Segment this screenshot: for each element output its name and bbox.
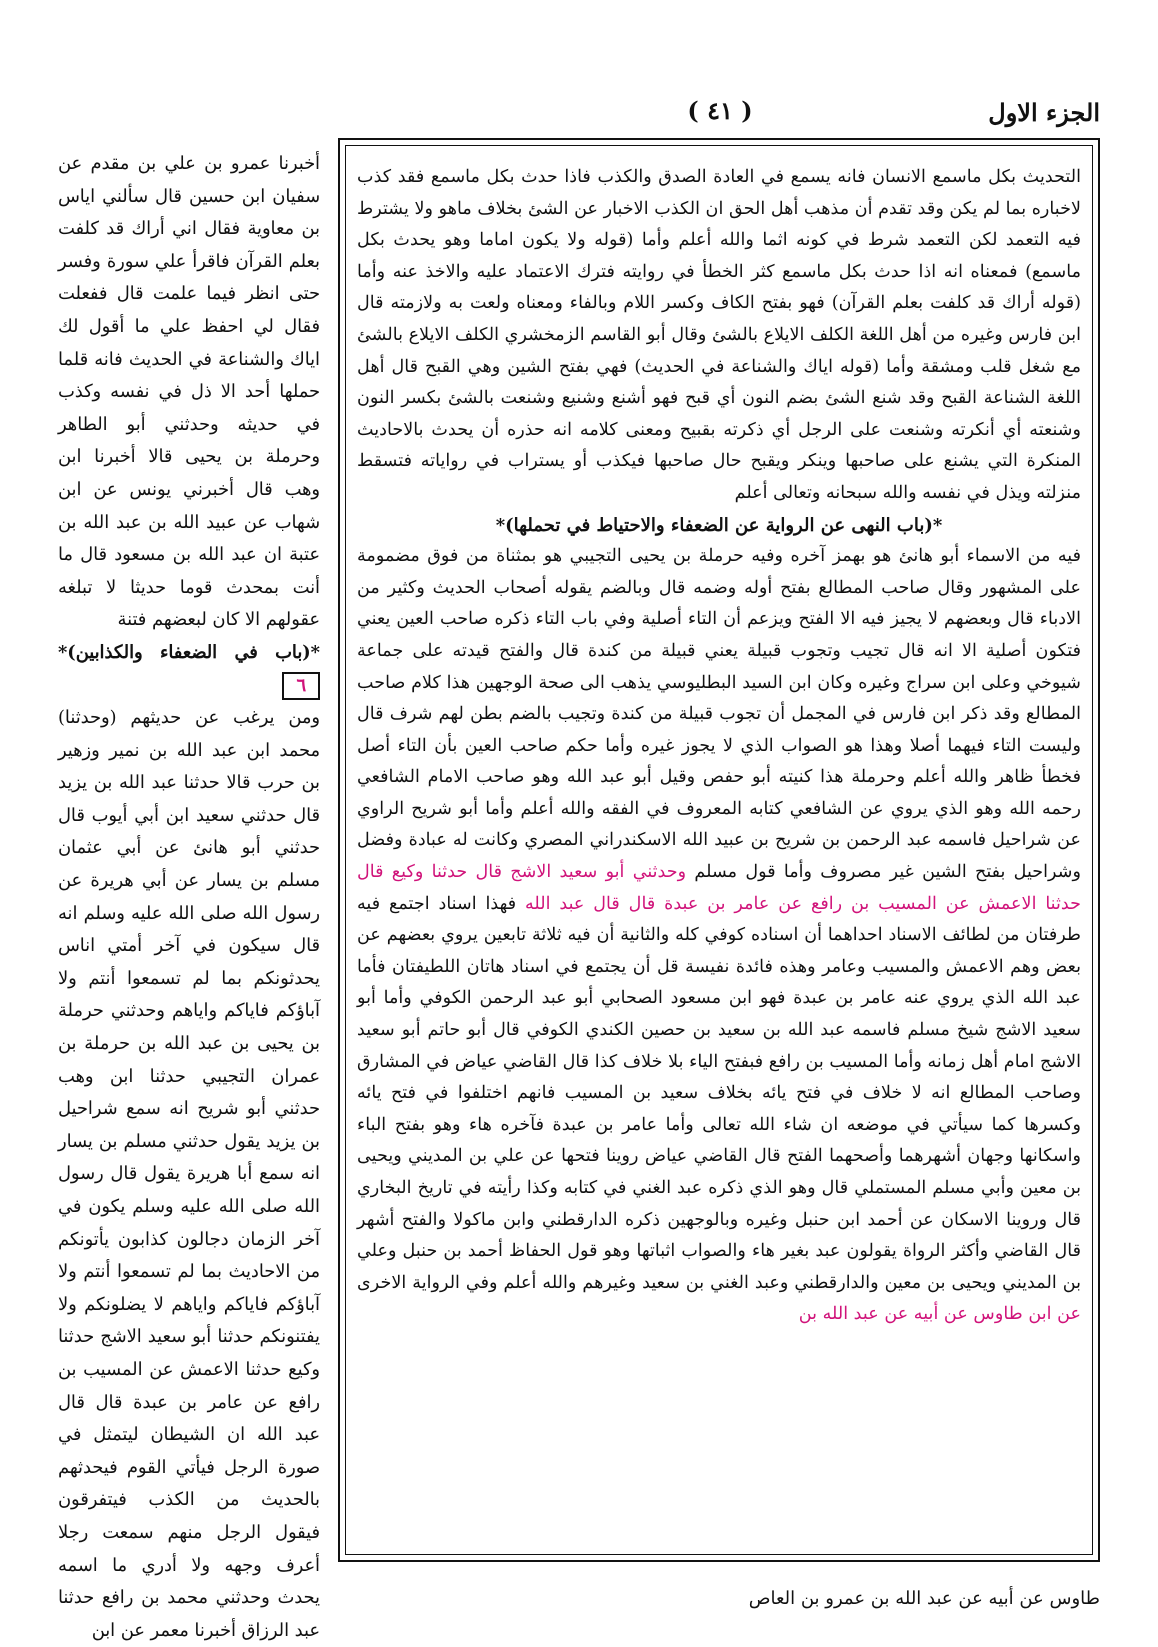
section-title: *(باب في الضعفاء والكذابين)*	[58, 641, 320, 663]
commentary-paragraph	[357, 541, 1081, 1331]
section-number-box: ٦	[282, 672, 320, 700]
hadith-text: أخبرنا عمرو بن علي بن مقدم عن سفيان ابن حسين قال سألني اياس بن معاوية فقال اني أراك قد كلفت بعلم القرآن فاقرأ علي سورة وفسر حتى انظر فيما علمت قال ففعلت فقال لي احفظ علي ما أقول لك اياك والشناعة في الحديث فانه قلما حملها أحد الا ذل في نفسه وكذب في حديثه وحدثني أبو الطاهر وحرملة بن يحيى قالا أخبرنا ابن وهب قال أخبرني يونس عن ابن شهاب عن عبيد الله بن عبد الله بن عتبة ان عبد الله بن مسعود قال ما أنت بمحدث قوما حديثا لا تبلغه عقولهم الا كان لبعضهم فتنة	[58, 153, 320, 631]
chapter-title: *(باب النهى عن الرواية عن الضعفاء والاحتياط في تحملها)*	[495, 514, 943, 536]
commentary-text: فيه من الاسماء أبو هانئ هو بهمز آخره وفيه حرملة بن يحيى التجيبي هو بمثناة من فوق مضمومة على المشهور وقال صاحب المطالع بفتح أوله وضمه قال وبالضم يقوله أصحاب الحديث وكثير من الادباء قال وبعضهم لا يجيز فيه الا الفتح ويزعم أن التاء أصلية وفي باب التاء ذكره صاحب العين يعني فتكون أصلية الا انه قال تجيب وتجوب قبيلة يعني قبيلة من كندة قال والفتح قيدته على جماعة شيوخي وعلى ابن سراج وغيره وكان ابن السيد البطليوسي يذهب الى صحة الوجهين هذا كلام صاحب المطالع وقد ذكر ابن فارس في المجمل أن تجوب قبيلة من كندة وتجيب بالضم بطن لهم شرف قال وليست التاء فيهما أصلا وهذا هو الصواب الذي لا يجوز غيره وأما حكم صاحب العين بأن التاء أصل فخطأ ظاهر والله أعلم وحرملة هذا كنيته أبو حفص وقيل أبو عبد الله وهو صاحب الامام الشافعي رحمه الله وهو الذي يروي عن الشافعي كتابه المعروف في الفقه والله أعلم وأما أبو شريح الراوي عن شراحيل فاسمه عبد الرحمن بن شريح بن عبيد الله الاسكندراني المصري وكانت له عبادة وفضل وشراحيل بفتح الشين غير مصروف وأما قول مسلم	[357, 546, 1082, 883]
hadith-text-column	[58, 148, 320, 1647]
section-heading	[58, 637, 320, 702]
commentary-paragraph: التحديث بكل ماسمع الانسان فانه يسمع في العادة الصدق والكذب فاذا حدث بكل ماسمع فقد كذب لاخباره بما لم يكن وقد تقدم أن مذهب أهل الحق ان الكذب الاخبار عن الشئ بخلاف ماهو ولا يشترط فيه التعمد لكن التعمد شرط في كونه اثما والله أعلم وأما (قوله ولا يكون اماما وهو يحدث بكل ماسمع) فمعناه انه اذا حدث بكل ماسمع كثر الخطأ في روايته فترك الاعتماد عليه والاخذ عنه وأما (قوله أراك قد كلفت بعلم القرآن) فهو بفتح الكاف وكسر اللام وبالفاء ومعناه ولعت به ولازمته قال ابن فارس وغيره من أهل اللغة الكلف الايلاع بالشئ وقال أبو القاسم الزمخشري الكلف الايلاع بالشئ مع شغل قلب ومشقة وأما (قوله اياك والشناعة في الحديث) فهي بفتح الشين وهي القبح قال أهل اللغة الشناعة القبح وقد شنع الشئ بضم النون أي قبح فهو أشنع وشنيع وشنعت بالشئ بكسر النون وشنعته أي أنكرته وشنعت على الرجل أي ذكرته بقبيح ومعنى كلامه انه حذره أن يحدث بالاحاديث المنكرة التي يشنع على صاحبها وينكر ويقبح حال صاحبها فيكذب أو يستراب في رواياته فتسقط منزلته ويذل في نفسه والله سبحانه وتعالى أعلم	[357, 167, 1081, 503]
continuation-line: طاوس عن أبيه عن عبد الله بن عمرو بن العاص	[748, 1588, 1100, 1609]
commentary-text: فهذا اسناد اجتمع فيه طرفتان من لطائف الاسناد احداهما أن اسناده كوفي كله والثانية أن فيه ثلاثة تابعين يروي بعضهم عن بعض وهم الاعمش والمسيب وعامر وهذه فائدة نفيسة قل أن يجتمع في اسناد هاتان اللطيفتان فأما عبد الله الذي يروي عنه عامر بن عبدة فهو ابن مسعود الصحابي أبو عبد الرحمن الكوفي وأما أبو سعيد الاشج شيخ مسلم فاسمه عبد الله بن سعيد بن حصين الكندي الكوفي قال أبو حاتم أبو سعيد الاشج امام أهل زمانه وأما المسيب بن رافع فبفتح الياء بلا خلاف كذا قال القاضي عياض في المشارق وصاحب المطالع انه لا خلاف في فتح يائه بخلاف سعيد بن المسيب فانهم اختلفوا في فتح يائه وكسرها كما سيأتي في موضعه ان شاء الله تعالى وأما عامر بن عبدة فآخره هاء وهو بفتح الباء واسكانها وجهان أشهرهما وأصحهما الفتح قال القاضي عياض روينا فتحها عن علي بن المديني ويحيى بن معين وأبي مسلم المستملي قال وهو الذي ذكره عبد الغني في كتابه وكذا رأيته في تاريخ البخاري قال وروينا الاسكان عن أحمد ابن حنبل وغيره وبالوجهين ذكره الدارقطني وابن ماكولا والفتح أشهر قال القاضي وأكثر الرواة يقولون عبد بغير هاء والصواب اثباتها وهو قول الحفاظ أحمد بن حنبل وعلي بن المديني ويحيى بن معين والدارقطني وعبد الغني بن سعيد وغيرهم والله أعلم وفي الرواية الاخرى	[357, 893, 1081, 1293]
commentary-column	[357, 162, 1081, 1331]
page-header	[340, 94, 1100, 134]
highlighted-isnad: وحدثني أبو سعيد الاشج قال حدثنا وكيع قال حدثنا الاعمش عن المسيب بن رافع عن عامر بن عبدة قال قال عبد الله	[357, 862, 1082, 914]
page-number: ( ٤١ )	[687, 96, 753, 125]
hadith-text: ومن يرغب عن حديثهم (وحدثنا) محمد ابن عبد الله بن نمير وزهير بن حرب قالا حدثنا عبد الله بن يزيد قال حدثني سعيد ابن أبي أيوب قال حدثني أبو هانئ عن أبي عثمان مسلم بن يسار عن أبي هريرة عن رسول الله صلى الله عليه وسلم انه قال سيكون في آخر أمتي اناس يحدثونكم بما لم تسمعوا أنتم ولا آباؤكم فاياكم واياهم وحدثني حرملة بن يحيى بن عبد الله بن حرملة بن عمران التجيبي حدثنا ابن وهب حدثني أبو شريح انه سمع شراحيل بن يزيد يقول حدثني مسلم بن يسار انه سمع أبا هريرة يقول قال رسول الله صلى الله عليه وسلم يكون في آخر الزمان دجالون كذابون يأتونكم من الاحاديث بما لم تسمعوا أنتم ولا آباؤكم فاياكم واياهم لا يضلونكم ولا يفتنونكم حدثنا أبو سعيد الاشج حدثنا وكيع حدثنا الاعمش عن المسيب بن رافع عن عامر بن عبدة قال قال عبد الله ان الشيطان ليتمثل في صورة الرجل فيأتي القوم فيحدثهم بالحديث من الكذب فيتفرقون فيقول الرجل منهم سمعت رجلا أعرف وجهه ولا أدري ما اسمه يحدث وحدثني محمد بن رافع حدثنا عبد الرزاق أخبرنا معمر عن ابن	[58, 707, 320, 1641]
volume-title: الجزء الاول	[988, 98, 1100, 127]
highlighted-isnad: عن ابن طاوس عن أبيه عن عبد الله بن	[798, 1304, 1081, 1325]
